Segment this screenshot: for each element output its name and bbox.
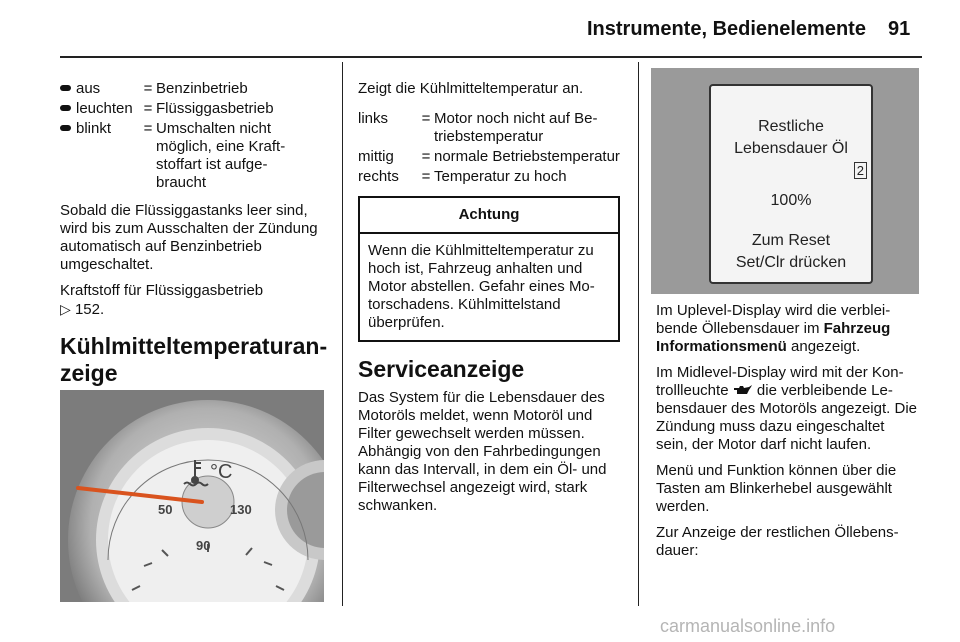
definition-equals: = <box>143 80 153 97</box>
definition-description: normale Betriebstemperatur <box>434 148 620 165</box>
definition-row <box>358 148 620 166</box>
gauge-unit-label: °C <box>210 461 233 483</box>
definition-description: Umschalten nicht möglich, eine Kraftstoffart ist aufgebraucht <box>156 120 286 191</box>
definition-row <box>60 80 328 98</box>
definition-equals: = <box>143 120 153 137</box>
paragraph-midlevel-display: Im Midlevel-Display wird mit der Kontrollleuchte die verbleibende Lebensdauer des Motoröls angezeigt. Die Zündung muss dazu eingeschaltet sein, der Motor darf nicht laufen. <box>656 364 917 453</box>
page-title: Instrumente, Bedienelemente <box>587 18 866 40</box>
definition-description: Flüssiggasbetrieb <box>156 100 274 117</box>
definition-term: rechts <box>358 168 399 185</box>
paragraph-lpg-reference <box>60 282 328 319</box>
gauge-tick-130: 130 <box>230 502 252 517</box>
warning-box <box>358 196 620 342</box>
paragraph-lpg-empty: Sobald die Flüssiggastanks leer sind, wird bis zum Ausschalten der Zündung automatisch auf Benzinbetrieb umgeschaltet. <box>60 202 318 273</box>
oil-life-display-screen <box>709 84 873 284</box>
display-line-reset: Zum Reset <box>751 232 831 249</box>
display-line-remaining: Restliche <box>758 118 824 135</box>
page-reference-link[interactable]: 152. <box>74 301 105 318</box>
service-display-photo <box>651 68 919 294</box>
column-middle <box>358 80 620 523</box>
indicator-lamp-icon <box>60 125 71 131</box>
definition-equals: = <box>421 168 431 185</box>
definition-row <box>358 110 620 146</box>
display-line-oil-life: Lebensdauer Öl <box>734 140 848 157</box>
column-left <box>60 80 328 399</box>
lpg-lamp-definitions <box>60 80 328 192</box>
definition-term: leuchten <box>60 100 140 118</box>
section-heading-coolant: Kühlmitteltemperaturanzeige <box>60 333 328 386</box>
gauge-tick-50: 50 <box>158 502 173 517</box>
definition-row <box>358 168 620 186</box>
coolant-gauge-illustration <box>60 390 324 602</box>
indicator-lamp-icon <box>60 105 71 111</box>
warning-body: Wenn die Kühlmitteltemperatur zu hoch ist, Fahrzeug anhalten und Motor abstellen. Gefahr eines Motorschadens. Kühlmittelstand überprüfen. <box>368 242 595 331</box>
definition-description: Motor noch nicht auf Betriebstemperatur <box>434 110 598 145</box>
watermark: carmanualsonline.info <box>660 616 836 636</box>
reference-text: Kraftstoff für Flüssiggasbetrieb <box>60 282 264 299</box>
column-divider-right <box>638 62 639 606</box>
page-reference-arrow-icon: ▷ <box>60 301 71 317</box>
definition-description: Benzinbetrieb <box>156 80 248 97</box>
paragraph-coolant-intro: Zeigt die Kühlmitteltemperatur an. <box>358 80 584 97</box>
definition-term: aus <box>60 80 140 98</box>
paragraph-service-intro: Das System für die Lebensdauer des Motoröls meldet, wenn Motoröl und Filter gewechselt werden müssen. Abhängig von den Fahrbedingungen kann das Intervall, in dem ein Öl- und Filterwechsel angezeigt wird, stark schwanken. <box>358 389 607 514</box>
paragraph-show-oil-life: Zur Anzeige der restlichen Öllebensdauer: <box>656 524 899 559</box>
definition-term: blinkt <box>60 120 140 192</box>
column-divider-left <box>342 62 343 606</box>
gauge-tick-90: 90 <box>196 538 211 553</box>
warning-title: Achtung <box>360 198 618 234</box>
definition-row <box>60 120 328 192</box>
definition-description: Temperatur zu hoch <box>434 168 567 185</box>
paragraph-menu-selection: Menü und Funktion können über die Tasten am Blinkerhebel ausgewählt werden. <box>656 462 897 515</box>
section-heading-service: Serviceanzeige <box>358 356 525 382</box>
display-oil-life-percent: 100% <box>770 192 812 209</box>
menu-name-bold: Fahrzeug Informationsmenü <box>656 320 891 355</box>
definition-equals: = <box>143 100 153 117</box>
definition-term: mittig <box>358 148 394 165</box>
column-right <box>656 302 920 568</box>
indicator-lamp-icon <box>60 85 71 91</box>
definition-term: links <box>358 110 389 127</box>
oil-can-icon <box>733 384 753 396</box>
display-line-set-clr: Set/Clr drücken <box>735 254 847 271</box>
coolant-position-definitions <box>358 110 620 186</box>
paragraph-uplevel-display: Im Uplevel-Display wird die verbleibende Öllebensdauer im Fahrzeug Informationsmenü angezeigt. <box>656 302 891 355</box>
definition-equals: = <box>421 148 431 165</box>
definition-row <box>60 100 328 118</box>
coolant-gauge-photo <box>60 390 324 602</box>
definition-equals: = <box>421 110 431 127</box>
display-page-indicator: 2 <box>711 160 871 180</box>
page-number: 91 <box>888 18 911 40</box>
header-divider <box>60 56 922 58</box>
